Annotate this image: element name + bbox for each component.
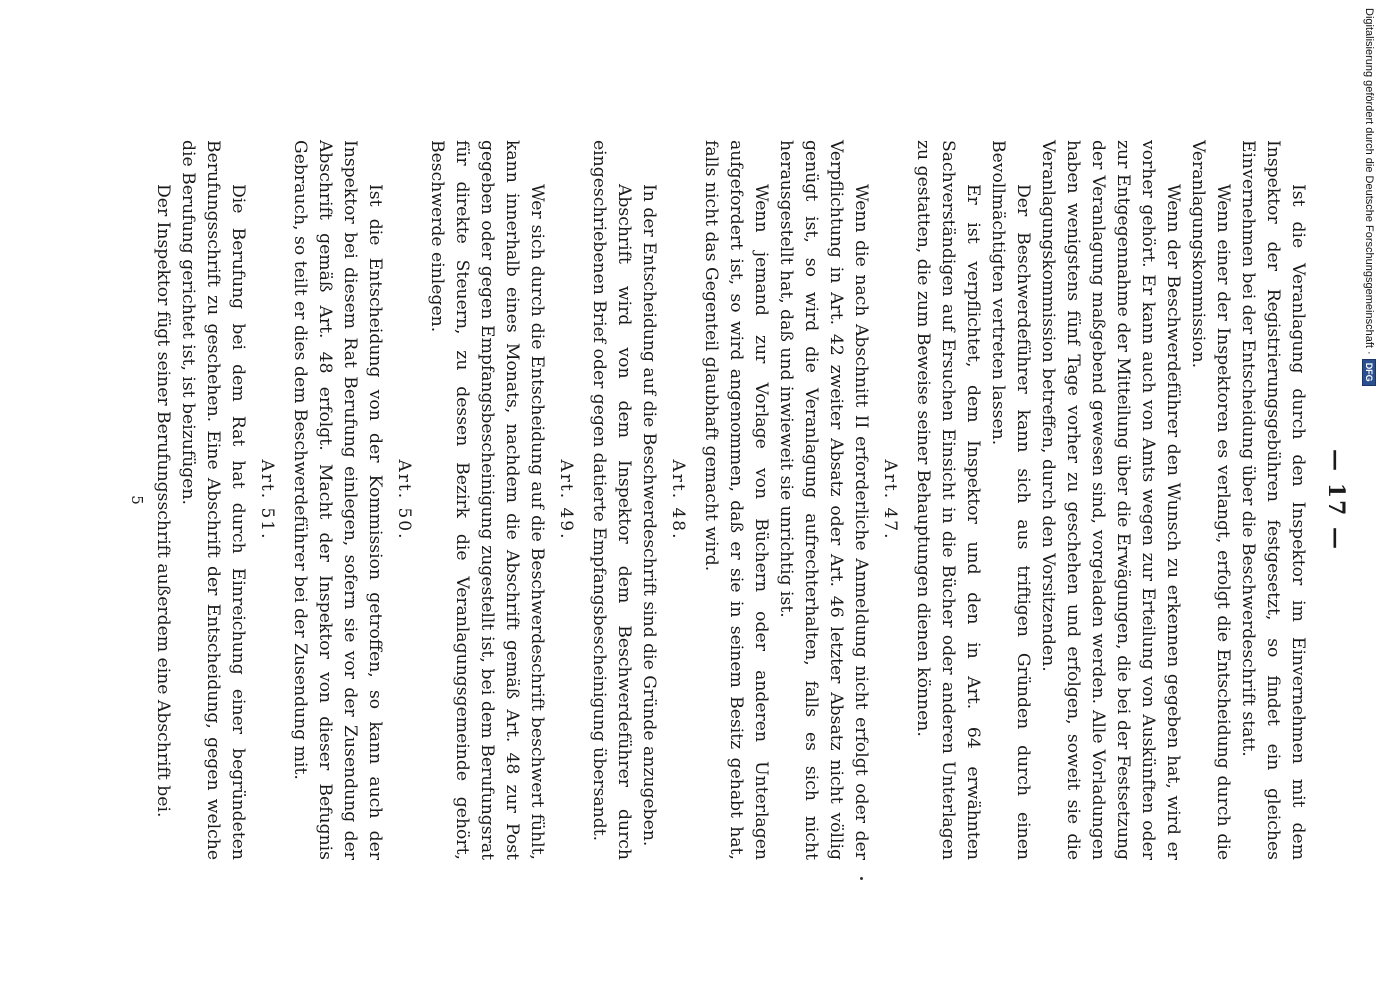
article-heading: Art. 49. [556, 459, 576, 541]
rotated-text-block [128, 140, 1350, 860]
paragraph: Abschrift wird von dem Inspektor dem Beschwerdeführer durch eingeschriebenen Brief oder gegen datierte Empfangsbescheinigung übersandt. [589, 140, 634, 860]
paragraph: Der Beschwerdeführer kann sich aus triftigen Gründen durch einen Bevollmächtigten vertreten lassen. [988, 140, 1033, 860]
paragraph: Er ist verpflichtet, dem Inspektor und den in Art. 64 erwähnten Sachverständigen auf Ersuchen Einsicht in die Bücher oder anderen Unterlagen zu gestatten, die zum Beweise seiner Behauptungen dienen können. [913, 140, 983, 860]
signature-mark: 5 [128, 495, 146, 505]
paragraph: In der Entscheidung auf die Beschwerdeschrift sind die Gründe anzugeben. [639, 184, 659, 847]
paragraph: Ist die Veranlagung durch den Inspektor im Einvernehmen mit dem Inspektor der Registrierungsgebühren festgesetzt, so findet ein gleiches Einvernehmen bei der Entscheidung über die Beschwerdeschrift statt. [1238, 140, 1308, 860]
paragraph: Wer sich durch die Entscheidung auf die Beschwerdeschrift beschwert fühlt, kann innerhalb eines Monats, nachdem die Abschrift gemäß Art. 48 zur Post gegeben oder gegen Empfangsbescheinigung zugestellt ist, bei dem Berufungsrat für direkte Steuern, zu dessen Bezirk die Veranlagungsgemeinde gehört, Beschwerde einlegen. [427, 140, 547, 860]
article-heading: Art. 48. [668, 459, 688, 541]
article-heading: Art. 50. [394, 459, 414, 541]
page-number-header: — 17 — [1323, 449, 1349, 551]
article-heading: Art. 47. [880, 459, 900, 541]
paragraph: Wenn jemand zur Vorlage von Büchern oder anderen Unterlagen aufgefordert ist, so wird angenommen, daß er sie in seinem Besitz gehabt hat, falls nicht das Gegenteil glaubhaft gemacht wird. [701, 140, 771, 860]
paragraph: Der Inspektor fügt seiner Berufungsschrift außerdem eine Abschrift bei. [153, 184, 173, 818]
paragraph: Die Berufung bei dem Rat hat durch Einreichung einer begründeten Berufungsschrift zu geschehen. Eine Abschrift der Entscheidung, gegen welche die Berufung gerichtet ist, ist beizufügen. [178, 140, 248, 860]
paragraph: Wenn der Beschwerdeführer den Wunsch zu erkennen gegeben hat, wird er vorher gehört. Er kann auch von Amts wegen zur Erteilung von Auskünften oder zur Entgegennahme der Mitteilung über die Erwägungen, die bei der Festsetzung der Veranlagung maßgebend gewesen sind, vorgeladen werden. Alle Vorladungen haben wenigstens fünf Tage vorher zu geschehen und erfolgen, soweit sie die Veranlagungskommission betreffen, durch den Vorsitzenden. [1038, 140, 1183, 860]
paragraph: Wenn einer der Inspektoren es verlangt, erfolgt die Entscheidung durch die Veranlagungskommission. [1188, 140, 1233, 860]
paragraph: Wenn die nach Abschnitt II erforderliche Anmeldung nicht erfolgt oder der Verpflichtung in Art. 42 zweiter Absatz oder Art. 46 letzter Absatz nicht völlig genügt ist, so wird die Veranlagung aufrechterhalten, falls es sich nicht herausgestellt hat, daß und inwieweit sie unrichtig ist. [776, 140, 871, 860]
dfg-attribution [1362, 8, 1376, 386]
dfg-logo-icon: DFG [1362, 359, 1376, 386]
attribution-text: Digitalisierung gefördert durch die Deutsche Forschungsgemeinschaft · [1363, 8, 1375, 355]
article-heading: Art. 51. [257, 459, 277, 541]
paragraph: Ist die Entscheidung von der Kommission getroffen, so kann auch der Inspektor bei diesem Rat Berufung einlegen, sofern sie vor der Zusendung der Abschrift gemäß Art. 48 erfolgt. Macht der Inspektor von dieser Befugnis Gebrauch, so teilt er dies dem Beschwerdeführer bei der Zusendung mit. [290, 140, 385, 860]
scan-speck [860, 877, 863, 880]
